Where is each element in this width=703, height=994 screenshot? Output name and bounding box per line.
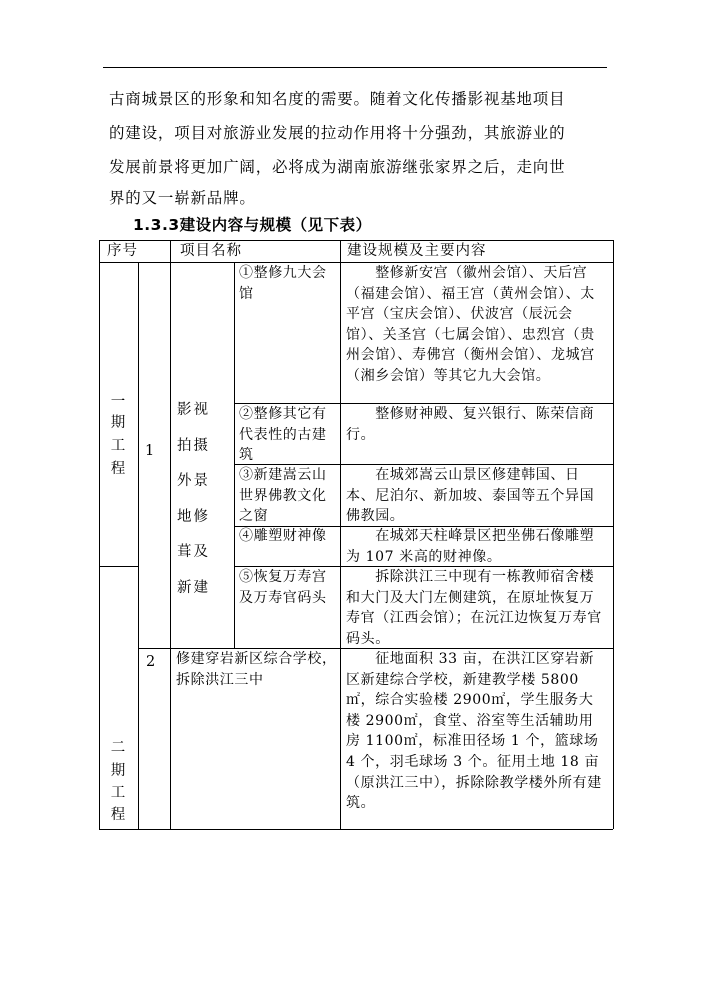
phase-char: 程 — [110, 461, 126, 477]
sub-item-content: 在城郊嵩云山景区修建韩国、日本、尼泊尔、新加坡、泰国等五个异国佛教园。 — [346, 467, 595, 525]
sub-item-name: ③新建嵩云山世界佛教文化之窗 — [239, 467, 327, 525]
item-two-name: 修建穿岩新区综合学校，拆除洪江三中 — [176, 651, 337, 688]
seq-col-divider — [170, 262, 171, 829]
phase-char: 工 — [110, 438, 126, 454]
sub-item-name: ⑤恢复万寿宫及万寿官码头 — [239, 569, 327, 606]
item-one-group-name — [177, 398, 217, 611]
sub-item-content: 拆除洪江三中现有一栋教师宿舍楼和大门及大门左侧建筑，在原址恢复万寿官（江西会馆）；在沅江边恢复万寿官码头。 — [346, 569, 602, 647]
paragraph-line: 界的又一崭新品牌。 — [109, 189, 256, 207]
item-two-content: 征地面积 33 亩，在洪江区穿岩新区新建综合学校，新建教学楼 5800㎡，综合实验楼 2900㎡，学生服务大楼 2900㎡，食堂、浴室等生活辅助用房 1100㎡，标准田径场 1 个，篮球场 4 个，羽毛球场 3 个。征用土地 18 亩（原洪江三中），拆除除教学楼外所有建筑。 — [346, 651, 602, 812]
content-col-divider — [340, 240, 341, 829]
phase-char: 一 — [110, 394, 126, 410]
section-heading: 1.3.3建设内容与规模（见下表） — [133, 216, 372, 234]
table-border-bottom — [99, 829, 613, 830]
sub-item-content: 在城郊天柱峰景区把坐佛石像雕塑为 107 米高的财神像。 — [346, 528, 595, 565]
header-col-divider — [170, 240, 171, 262]
phase-one-label — [108, 393, 128, 481]
group-name-part: 拍摄 — [177, 437, 210, 454]
header-content: 建设规模及主要内容 — [347, 243, 487, 259]
phase-char: 期 — [110, 763, 126, 779]
table-border-left — [99, 240, 100, 829]
phase-two-label — [108, 737, 128, 826]
sub-item-name: ①整修九大会馆 — [239, 265, 327, 302]
group-name-part: 外景 — [177, 473, 210, 489]
paragraph-line: 发展前景将更加广阔，必将成为湖南旅游继张家界之后，走向世 — [109, 158, 566, 176]
phase-char: 程 — [110, 807, 126, 823]
sub-item-content: 整修新安宫（徽州会馆）、天后宫（福建会馆）、福王宫（黄州会馆）、太平宫（宝庆会馆）、伏波宫（辰沅会馆）、关圣宫（七属会馆）、忠烈宫（贵州会馆）、寿佛宫（衡州会馆）、龙城宫（湘乡会馆）等其它九大会馆。 — [346, 265, 595, 384]
paragraph-line: 古商城景区的形象和知名度的需要。随着文化传播影视基地项目 — [109, 90, 566, 108]
group-name-part: 葺及 — [177, 544, 210, 560]
phase-char: 期 — [110, 415, 126, 431]
phase-char: 二 — [110, 740, 126, 756]
phase-row-divider — [99, 566, 138, 567]
phase-char: 工 — [110, 785, 126, 801]
sub-item-content: 整修财神殿、复兴银行、陈荣信商行。 — [346, 406, 595, 443]
group-name-part: 影视 — [177, 402, 210, 418]
item-two-seq: 2 — [146, 654, 156, 670]
header-rule — [103, 67, 607, 68]
table-border-right — [613, 240, 614, 829]
group-col-divider — [234, 262, 235, 648]
paragraph-line: 的建设，项目对旅游业发展的拉动作用将十分强劲，其旅游业的 — [109, 124, 566, 142]
header-name: 项目名称 — [180, 243, 242, 259]
item-one-seq: 1 — [145, 443, 155, 459]
header-seq: 序号 — [107, 243, 138, 259]
group-name-part: 新建 — [177, 579, 210, 596]
group-name-part: 地修 — [177, 508, 210, 525]
phase-col-divider — [138, 262, 139, 829]
sub-item-name: ④雕塑财神像 — [239, 528, 327, 544]
sub-item-name: ②整修其它有代表性的古建筑 — [239, 406, 327, 464]
